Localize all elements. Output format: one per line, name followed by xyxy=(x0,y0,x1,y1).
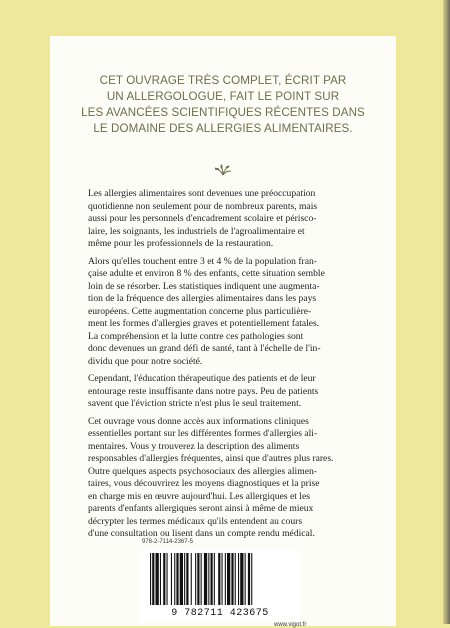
back-cover-panel xyxy=(50,36,396,626)
text-line: d'une consultation ou lisent dans un compte rendu médical. xyxy=(88,528,315,539)
barcode-bar xyxy=(235,553,236,605)
text-line: taires, vous découvrirez les moyens diagnostiques et la prise xyxy=(88,478,320,489)
barcode-bar xyxy=(184,553,185,605)
barcode-bar xyxy=(167,553,168,605)
text-line: mentaires. Vous y trouverez la description des aliments xyxy=(88,440,300,452)
text-line: Les allergies alimentaires sont devenues une préoccupation xyxy=(88,188,316,199)
headline-line: LE DOMAINE DES ALLERGIES ALIMENTAIRES. xyxy=(93,122,353,135)
headline-line: UN ALLERGOLOGUE, FAIT LE POINT SUR xyxy=(106,90,340,103)
text-line: responsables d'allergies fréquentes, ainsi que d'autres plus rares. xyxy=(88,453,334,464)
spine-shadow xyxy=(443,0,450,624)
text-line: Outre quelques aspects psychosociaux des allergies alimen- xyxy=(88,465,317,477)
barcode-bar xyxy=(204,553,207,605)
blurb-body xyxy=(88,188,360,546)
barcode-bar xyxy=(208,553,209,605)
barcode-bar xyxy=(197,553,199,605)
text-line: çaise adulte et environ 8 % des enfants, cette situation semble xyxy=(88,268,325,279)
barcode-bar xyxy=(248,553,250,605)
text-line: européens. Cette augmentation concerne plus particulière- xyxy=(88,305,312,317)
text-line: tion de la fréquence des allergies alimentaires dans les pays xyxy=(88,293,317,304)
barcode-bar xyxy=(186,553,188,605)
text-line: essentielles portant sur les différentes formes d'allergies ali- xyxy=(88,428,318,439)
barcode-bar xyxy=(218,553,220,605)
text-line: ment les formes d'allergies graves et potentiellement fatales. xyxy=(88,318,320,329)
barcode-bar xyxy=(227,553,230,605)
text-line: décrypter les termes médicaux qu'ils entendent au cours xyxy=(88,515,303,527)
barcode-bar xyxy=(176,553,178,605)
barcode-icon xyxy=(140,549,300,607)
text-line: La compréhension et la lutte contre ces pathologies sont xyxy=(88,330,304,342)
barcode-bar xyxy=(211,553,213,605)
text-line: Cependant, l'éducation thérapeutique des patients et de leur xyxy=(88,373,316,384)
text-line: aussi pour les personnels d'encadrement scolaire et périsco- xyxy=(88,213,317,224)
barcode-bar xyxy=(152,553,154,605)
barcode-bar xyxy=(240,553,243,605)
text-line: laire, les soignants, les industriels de l'agroalimentaire et xyxy=(88,225,305,237)
paragraph-3 xyxy=(88,373,360,411)
barcode-bar xyxy=(195,553,196,605)
paragraph-2 xyxy=(88,256,360,369)
barcode-bar xyxy=(222,553,223,605)
publisher-website: www.vigot.fr xyxy=(274,622,307,628)
text-line: parents d'enfants allergiques seront ainsi à même de mieux xyxy=(88,503,314,514)
barcode-bar xyxy=(163,553,165,605)
barcode-digits: 9 782711 423675 xyxy=(171,608,269,619)
text-line: Alors qu'elles touchent entre 3 et 4 % de la population fran- xyxy=(88,255,317,267)
barcode-bar xyxy=(160,553,161,605)
barcode-bar xyxy=(180,553,183,605)
paragraph-4 xyxy=(88,416,360,541)
text-line: Cet ouvrage vous donne accès aux informations cliniques xyxy=(88,415,309,427)
barcode-bar xyxy=(201,553,202,605)
barcode-bar xyxy=(231,553,233,605)
headline xyxy=(50,73,396,137)
barcode-bar xyxy=(251,553,252,605)
text-line: en charge mis en œuvre aujourd'hui. Les allergiques et les xyxy=(88,490,310,502)
paragraph-1 xyxy=(88,188,360,251)
isbn-number: 978-2-7114-2367-5 xyxy=(142,539,193,545)
barcode-bar xyxy=(174,553,175,605)
text-line: dividu que pour notre société. xyxy=(88,355,203,367)
barcode-bar xyxy=(214,553,215,605)
headline-line: CET OUVRAGE TRÈS COMPLET, ÉCRIT PAR xyxy=(99,74,347,87)
barcode-bar xyxy=(238,553,239,605)
leaf-ornament-icon xyxy=(213,164,233,176)
barcode-bar xyxy=(156,553,159,605)
text-line: entourage reste insuffisante dans notre pays. Peu de patients xyxy=(88,385,319,397)
barcode-bar xyxy=(225,553,226,605)
barcode-bar xyxy=(171,553,172,605)
barcode-bar xyxy=(150,553,151,605)
barcode xyxy=(140,549,300,621)
text-line: quotidienne non seulement pour de nombreux parents, mais xyxy=(88,200,318,212)
text-line: savent que l'éviction stricte n'est plus le seul traitement. xyxy=(88,398,302,409)
text-line: même pour les professionnels de la restauration. xyxy=(88,238,274,249)
text-line: loin de se résorber. Les statistiques indiquent une augmenta- xyxy=(88,280,320,292)
barcode-bar xyxy=(245,553,246,605)
text-line: donc devenues un grand défi de santé, tant à l'échelle de l'in- xyxy=(88,343,321,354)
headline-line: LES AVANCÉES SCIENTIFIQUES RÉCENTES DANS xyxy=(81,106,365,119)
barcode-bar xyxy=(191,553,192,605)
